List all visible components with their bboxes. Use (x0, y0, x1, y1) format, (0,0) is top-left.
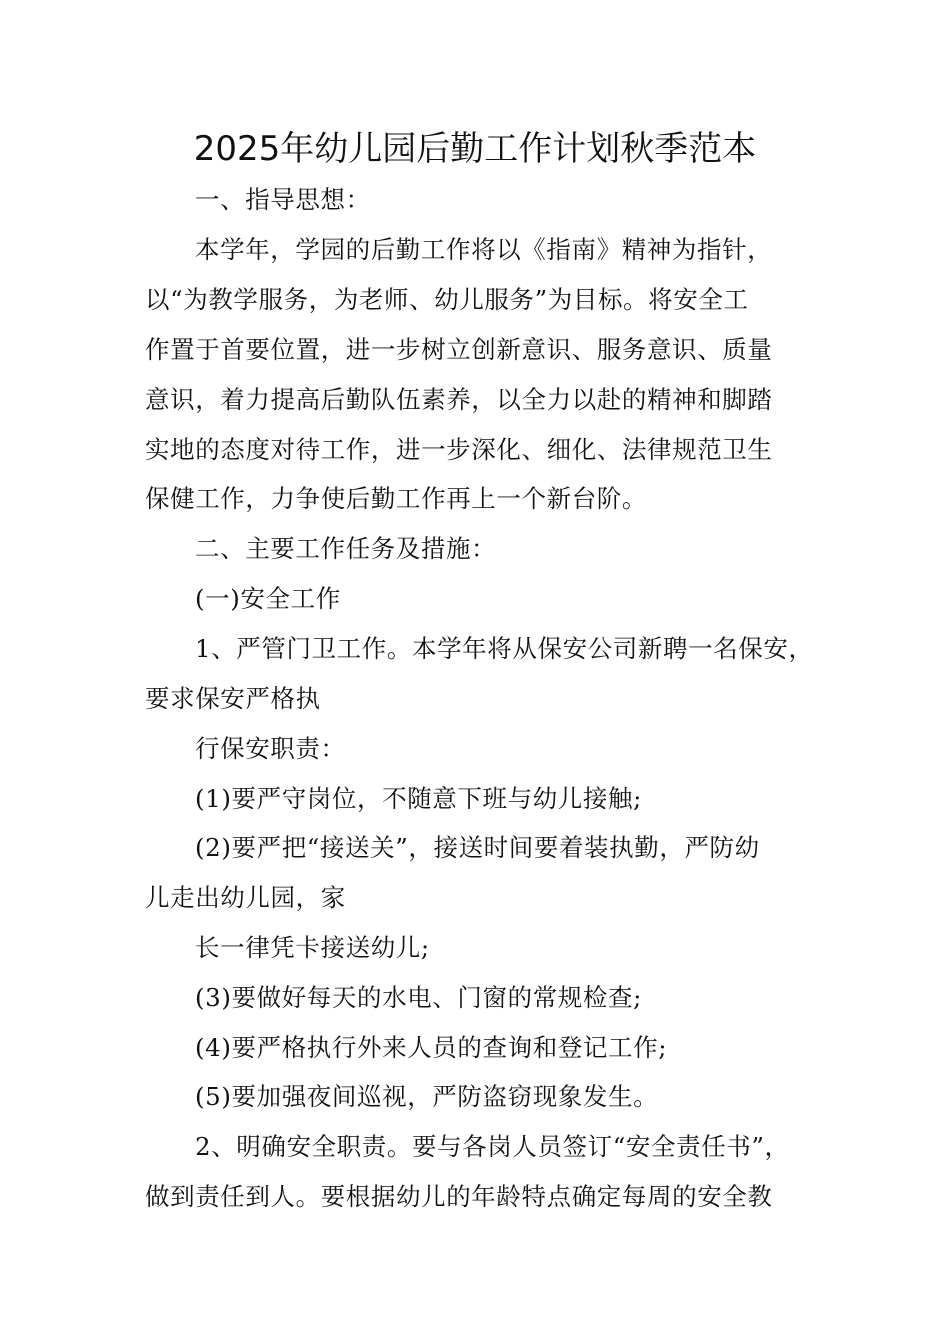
paragraph-line: 以“为教学服务，为老师、幼儿服务”为目标。将安全工 (145, 285, 749, 314)
paragraph-line: 要求保安严格执 (145, 684, 321, 713)
paragraph-line: 做到责任到人。要根据幼儿的年龄特点确定每周的安全教 (145, 1182, 773, 1211)
document-title: 2025年幼儿园后勤工作计划秋季范本 (193, 129, 757, 169)
paragraph-line: 实地的态度对待工作，进一步深化、细化、法律规范卫生 (145, 435, 773, 464)
list-item: (3)要做好每天的水电、门窗的常规检查; (195, 983, 642, 1012)
subsection-heading-safety: (一)安全工作 (195, 584, 341, 613)
list-item: (4)要严格执行外来人员的查询和登记工作; (195, 1033, 668, 1062)
paragraph-line: 儿走出幼儿园，家 (145, 883, 346, 912)
paragraph-line: 本学年，学园的后勤工作将以《指南》精神为指针， (195, 235, 773, 264)
list-item: (5)要加强夜间巡视，严防盗窃现象发生。 (195, 1082, 659, 1111)
paragraph-line: 2、明确安全职责。要与各岗人员签订“安全责任书”， (195, 1132, 790, 1161)
paragraph-line: 保健工作，力争使后勤工作再上一个新台阶。 (145, 484, 647, 513)
paragraph-line: 1、严管门卫工作。本学年将从保安公司新聘一名保安， (195, 634, 814, 663)
list-item: (1)要严守岗位，不随意下班与幼儿接触; (195, 784, 642, 813)
paragraph-line: 行保安职责： (195, 734, 346, 763)
section-heading-guiding-ideology: 一、指导思想： (195, 185, 371, 214)
section-heading-main-tasks: 二、主要工作任务及措施： (195, 534, 497, 563)
paragraph-line: 作置于首要位置，进一步树立创新意识、服务意识、质量 (145, 335, 773, 364)
paragraph-line: 长一律凭卡接送幼儿; (195, 933, 430, 962)
paragraph-line: 意识，着力提高后勤队伍素养，以全力以赴的精神和脚踏 (145, 385, 773, 414)
list-item: (2)要严把“接送关”，接送时间要着装执勤，严防幼 (195, 833, 760, 862)
